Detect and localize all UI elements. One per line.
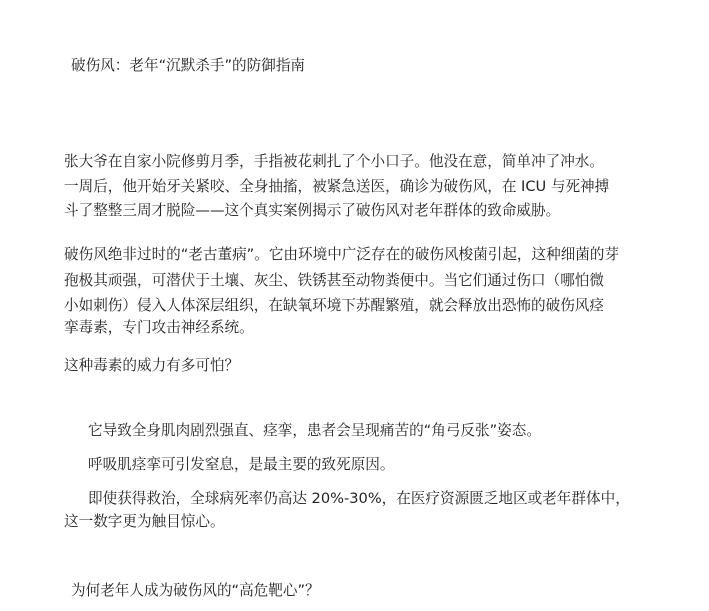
paragraph-line: 孢极其顽强，可潜伏于土壤、灰尘、铁锈甚至动物粪便中。当它们通过伤口（哪怕微 xyxy=(64,272,604,289)
point-item: 即使获得救治，全球病死率仍高达 20%-30%，在医疗资源匮乏地区或老年群体中， xyxy=(88,490,630,507)
paragraph-line: 一周后，他开始牙关紧咬、全身抽搐，被紧急送医，确诊为破伤风，在 ICU 与死神搏 xyxy=(64,178,610,195)
point-item-continuation: 这一数字更为触目惊心。 xyxy=(64,513,225,530)
paragraph-line: 破伤风绝非过时的“老古董病”。它由环境中广泛存在的破伤风梭菌引起，这种细菌的芽 xyxy=(64,246,620,263)
paragraph-line: 斗了整整三周才脱险——这个真实案例揭示了破伤风对老年群体的致命威胁。 xyxy=(64,202,561,219)
point-item: 呼吸肌痉挛可引发窒息，是最主要的致死原因。 xyxy=(88,456,395,473)
section-heading: 为何老年人成为破伤风的“高危靶心”？ xyxy=(71,582,320,599)
document-title: 破伤风：老年“沉默杀手”的防御指南 xyxy=(71,57,306,74)
paragraph-line: 小如刺伤）侵入人体深层组织，在缺氧环境下苏醒繁殖，就会释放出恐怖的破伤风痉 xyxy=(64,297,604,314)
question-heading: 这种毒素的威力有多可怕？ xyxy=(64,357,240,374)
paragraph-line: 张大爷在自家小院修剪月季，手指被花刺扎了个小口子。他没在意，简单冲了冲水。 xyxy=(64,153,604,170)
paragraph-line: 挛毒素，专门攻击神经系统。 xyxy=(64,319,254,336)
point-item: 它导致全身肌肉剧烈强直、痉挛，患者会呈现痛苦的“角弓反张”姿态。 xyxy=(88,422,541,439)
